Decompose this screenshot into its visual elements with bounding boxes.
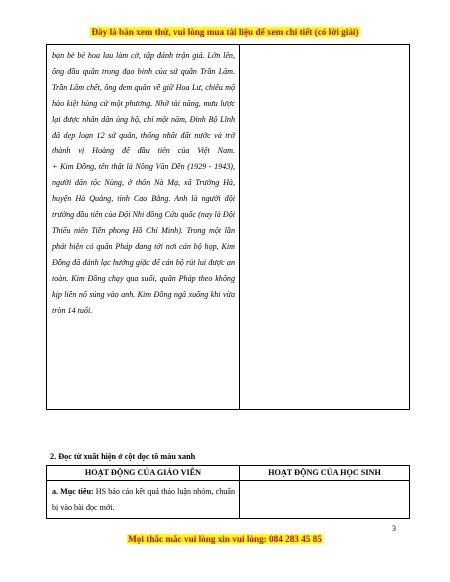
section-heading: 2. Đọc từ xuất hiện ở cột dọc tô màu xanh [50, 452, 196, 461]
teacher-activity-cell [47, 45, 240, 410]
goal-cell [47, 481, 240, 519]
student-activity-cell [240, 45, 410, 410]
paragraph-kim-dong: + Kim Đồng, tên thật là Nông Văn Dền (1929 - 1943), người dân tộc Nùng, ở thôn Nà Mạ, xã Trường Hà, huyện Hà Quảng, tỉnh Cao Bằng. Anh là người đội trưởng đầu tiên của Đội Nhi đồng Cứu quốc (nay là Đội Thiếu niên Tiền phong Hồ Chí Minh). Trong một lần phát hiện có quân Pháp đang tới nơi cán bộ họp, Kim Đồng đã đánh lạc hướng giặc để cán bộ rút lui được an toàn. Kim Đồng chạy qua suối, quân Pháp theo không kịp liền nổ súng vào anh. Kim Đồng ngã xuống khi vừa tròn 14 tuổi. [52, 162, 235, 315]
paragraph-dinh-bo-linh: bạn bè bẻ hoa lau làm cờ, tập đánh trận giả. Lớn lên, ông đầu quân trong đạo binh của sứ quân Trần Lãm. Trần Lãm chết, ông đem quân về giữ Hoa Lư, chiêu mộ hào kiệt hùng cứ một phương. Nhờ tài năng, mưu lược lại được nhân dân ủng hộ, chỉ một năm, Đinh Bộ Lĩnh đã dẹp loạn 12 sứ quân, thống nhất đất nước và trở thành vị Hoàng đế đầu tiên của Việt Nam. [52, 51, 235, 156]
contact-banner [0, 534, 450, 544]
goal-label: a. Mục tiêu: [52, 487, 94, 496]
activity-table-continued [46, 44, 410, 410]
goal-text: HS báo cáo kết quả thảo luận nhóm, chuẩn bị vào bài đọc mới. [52, 487, 235, 512]
header-teacher-activity: HOẠT ĐỘNG CỦA GIÁO VIÊN [47, 466, 240, 481]
contact-banner-text: Mọi thắc mắc vui lòng xin vui lòng: 084 283 45 85 [128, 534, 322, 544]
header-student-activity: HOẠT ĐỘNG CỦA HỌC SINH [240, 466, 410, 481]
page-number: 3 [392, 524, 396, 533]
goal-student-cell [240, 481, 410, 519]
preview-banner [0, 27, 450, 37]
preview-banner-text: Đây là bản xem thử, vui lòng mua tài liệu để xem chi tiết (có lời giải) [91, 27, 359, 37]
activity-table [46, 465, 410, 519]
